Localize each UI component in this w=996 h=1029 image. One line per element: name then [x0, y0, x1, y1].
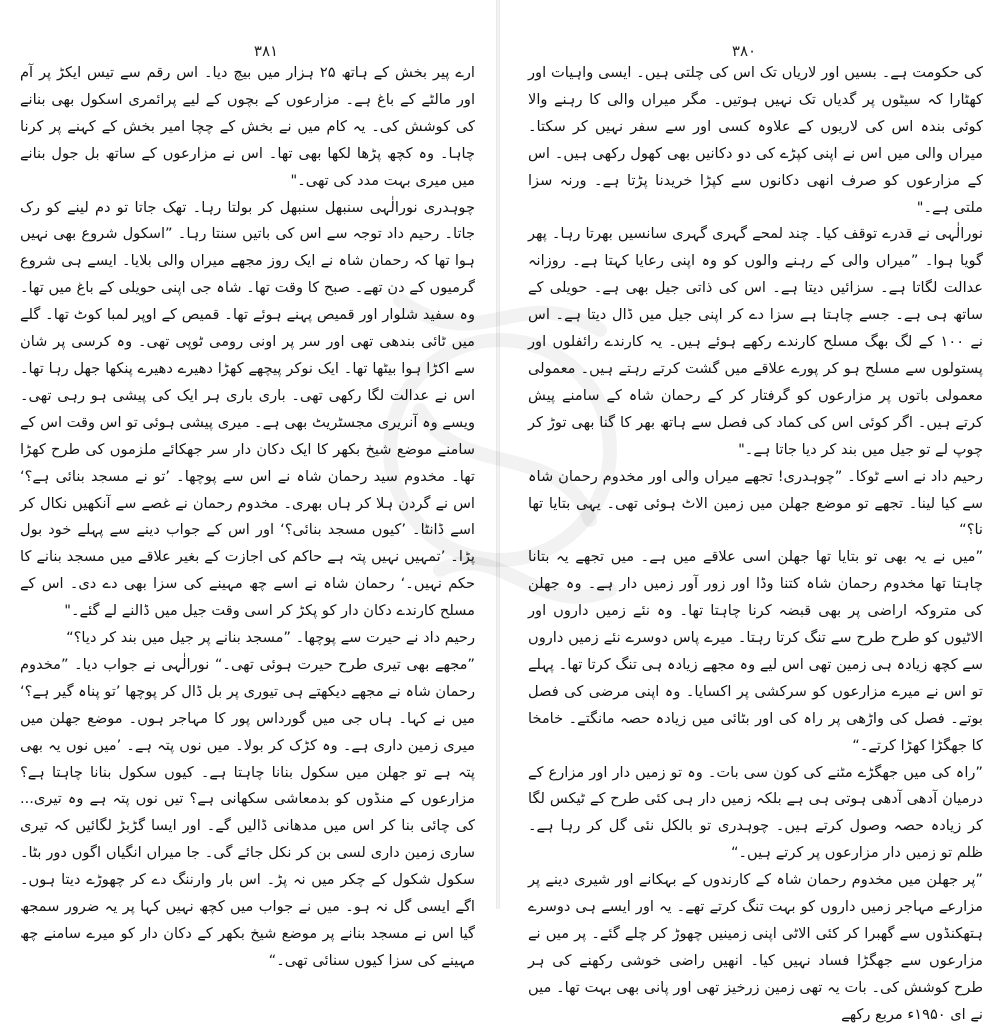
paragraph: نورالٰہی نے قدرے توقف کیا۔ چند لمحے گہری گہری سانسیں بھرتا رہا۔ پھر گویا ہوا۔ ”میراں والی کے رہنے والوں کو وہ اپنی رعایا کہتا ہے۔ روزانہ عدالت لگاتا ہے۔ سزائیں دیتا ہے۔ اس کی ذاتی جیل بھی ہے۔ حویلی کے ساتھ ہی ہے۔ جسے چاہتا ہے سزا دے کر اپنی جیل میں ڈال دیتا ہے۔ اس نے ۱۰۰ کے لگ بھگ مسلح کارندے رکھے ہوئے ہیں۔ یہ کارندے رائفلوں اور پستولوں سے مسلح ہو کر پورے علاقے میں گشت کرتے رہتے ہیں۔ معمولی معمولی باتوں پر مزارعوں کو گرفتار کر کے رحمان شاہ کے سامنے پیش کرتے ہیں۔ اگر کوئی اس کی کماد کی فصل سے ہاتھ بھر کا گنا بھی توڑ کر چوپ لے تو جیل میں بند کر دیا جاتا ہے۔"	[528, 225, 983, 458]
paragraph: ارے پیر بخش کے ہاتھ ۲۵ ہزار میں بیچ دیا۔ اس رقم سے تیس ایکڑ پر آم اور مالٹے کے باغ ہے۔ مزارعوں کے بچوں کے لیے پرائمری اسکول بھی بنانے کی کوشش کی۔ یہ کام میں نے بخش کے چچا امیر بخش کے کہنے پر کرنا چاہا۔ وہ کچھ پڑھا لکھا بھی تھا۔ اس نے مزارعوں کے ساتھ بل جول بنانے میں میری بہت مدد کی تھی۔"	[20, 64, 475, 189]
paragraph: ”راہ کی میں جھگڑے مٹنے کی کون سی بات۔ وہ تو زمیں دار اور مزارع کے درمیان آدھی آدھی ہوتی ہی ہے بلکہ زمیں دار ہی کئی طرح کے ٹیکس لگا کر زیادہ حصہ وصول کرتے ہیں۔ چوہدری تو بالکل نئی گل کر رہا ہے۔ ظلم تو زمیں دار مزارعوں پر کرتے ہیں۔“	[528, 763, 983, 862]
left-page	[0, 0, 496, 969]
right-page-number: ۳۸۰	[731, 42, 757, 60]
right-page-text	[528, 60, 983, 1029]
paragraph: ”مجھے بھی تیری طرح حیرت ہوئی تھی۔“ نورالٰہی نے جواب دیا۔ ”مخدوم رحمان شاہ نے مجھے دیکھتے ہی تیوری پر بل ڈال کر پوچھا ’تو پناہ گیر ہے؟‘ میں نے کہا۔ ہاں جی میں گورداس پور کا مہاجر ہوں۔ موضع جھلن میں میری زمین داری ہے۔ وہ کڑک کر بولا۔ میں نوں پتہ ہے۔ ’میں نوں یہ بھی پتہ ہے تو جھلن میں سکول بنانا چاہتا ہے۔ کیوں سکول بنانا چاہتا ہے؟ مزارعوں کے منڈوں کو بدمعاشی سکھانی ہے؟ تیں نوں پتہ ہے وہ تیری... کی چائی بنا کر اس میں مدھانی ڈالیں گے۔ اور ایسا گڑبڑ لگائیں کہ تیری ساری زمین داری لسی بن کر نکل جائے گی۔ جا میراں انگیاں اگوں دور بٹا۔ سکول شکول کے چکر میں نہ پڑ۔ اس بار وارننگ دے کر چھوڑے دیتا ہوں۔ اگے ایسی گل نہ ہو۔ میں نے جواب میں کچھ نہیں کہا پر یہ ضرور سمجھ گیا اس نے مسجد بنانے پر موضع شیخ بکھر کے دکان دار کو میرے سامنے چھ مہینے کی سزا کیوں سنائی تھی۔“	[20, 655, 475, 969]
paragraph: ”میں نے یہ بھی تو بتایا تھا جھلن اسی علاقے میں ہے۔ میں تجھے یہ بتانا چاہتا تھا مخدوم رحمان شاہ کتنا وڈا اور زور آور زمیں دار ہے۔ وہ جھلن کی متروکہ اراضی پر بھی قبضہ کرنا چاہتا تھا۔ وہ نئے زمیں داروں اور الاٹیوں کو طرح طرح سے تنگ کرتا رہتا۔ میرے پاس دوسرے نئے زمیں داروں سے کچھ زیادہ ہی زمین تھی اس لیے وہ مجھے زیادہ ہی تنگ کرتا تھا۔ پہلے تو اس نے میرے مزارعوں کو سرکشی پر اکسایا۔ وہ اپنی مرضی کی فصل بوتے۔ فصل کی واڑھی پر راہ کی اور بٹائی میں زیادہ حصہ مانگتے۔ خامخا کا جھگڑا کھڑا کرتے۔“	[528, 548, 983, 754]
paragraph: ”پر جھلن میں مخدوم رحمان شاہ کے کارندوں کے بہکانے اور شیری دینے پر مزارعے مہاجر زمیں داروں کو بہت تنگ کرتے تھے۔ یہ اور ایسے ہی دوسرے ہتھکنڈوں سے گھبرا کر کئی الاٹی اپنی زمینیں چھوڑ کر چلے گئے۔ پر میں نے مزارعوں سے جھگڑا فساد نہیں کیا۔ انھیں راضی خوشی رکھنے کی ہر طرح کوشش کی۔ بات یہ تھی زمین زرخیز تھی اور پانی بھی بہت تھا۔ میں نے ای ۱۹۵۰ء مربع رکھے	[528, 871, 983, 1023]
paragraph: رحیم داد نے حیرت سے پوچھا۔ ”مسجد بنانے پر جیل میں بند کر دیا؟“	[66, 629, 475, 647]
paragraph: کی حکومت ہے۔ بسیں اور لاریاں تک اس کی چلتی ہیں۔ ایسی واہیات اور کھٹارا کہ سیٹوں پر گدیاں تک نہیں ہوتیں۔ مگر میراں والی کا رہنے والا کوئی بندہ اس کی لاریوں کے علاوہ کسی اور سے سفر نہیں کر سکتا۔ میراں والی میں اس نے اپنی کپڑے کی دو دکانیں بھی کھول رکھی ہیں۔ اس کے مزارعوں کو صرف انھی دکانوں سے کپڑا خریدنا پڑتا ہے۔ ورنہ سزا ملتی ہے۔"	[528, 64, 983, 216]
paragraph: چوہدری نورالٰہی سنبھل سنبھل کر بولتا رہا۔ تھک جاتا تو دم لینے کو رک جاتا۔ رحیم داد توجہ سے اس کی باتیں سنتا رہا۔ ”اسکول شروع بھی نہیں ہوا تھا کہ رحمان شاہ نے ایک روز مجھے میراں والی بلایا۔ ایسے ہی شروع گرمیوں کے دن تھے۔ صبح کا وقت تھا۔ شاہ جی اپنی حویلی کے باغ میں تھا۔ وہ سفید شلوار اور قمیص پہنے ہوئے تھا۔ قمیص کے اوپر لمبا کوٹ تھا۔ گلے میں ٹائی بندھی تھی اور سر پر اونی رومی ٹوپی تھی۔ وہ کرسی پر شان سے اکڑا ہوا بیٹھا تھا۔ ایک نوکر پیچھے کھڑا دھیرے دھیرے پنکھا جھل رہا تھا۔ اس نے عدالت لگا رکھی تھی۔ باری باری ہر ایک کی پیشی ہو رہی تھی۔ ویسے وہ آنریری مجسٹریٹ بھی ہے۔ میری پیشی ہوئی تو اس وقت اس کے سامنے موضع شیخ بکھر کا ایک دکان دار سر جھکائے ملزموں کی طرح کھڑا تھا۔ مخدوم سید رحمان شاہ نے اس سے پوچھا۔ ’تو نے مسجد بنائی ہے؟‘ اس نے گردن ہلا کر ہاں بھری۔ مخدوم رحمان نے غصے سے آنکھیں نکال کر اسے ڈانٹا۔ ’کیوں مسجد بنائی؟‘ اور اس کے جواب دینے سے پہلے خود بول پڑا۔ ’تمہیں نہیں پتہ ہے حاکم کی اجازت کے بغیر علاقے میں مسجد بنانے کا حکم نہیں۔‘ رحمان شاہ نے اسے چھ مہینے کی سزا بھی دے دی۔ اس کے مسلح کارندے دکان دار کو پکڑ کر اسی وقت جیل میں ڈالنے لے گئے۔"	[20, 198, 475, 620]
paragraph: رحیم داد نے اسے ٹوکا۔ ”چوہدری! تجھے میراں والی اور مخدوم رحمان شاہ سے کیا لینا۔ تجھے تو موضع جھلن میں زمین الاٹ ہوئی تھی۔ یہی بتایا تھا نا؟“	[528, 467, 983, 539]
left-page-number: ۳۸۱	[253, 42, 279, 60]
right-page	[500, 0, 996, 1023]
left-page-text	[20, 60, 475, 975]
